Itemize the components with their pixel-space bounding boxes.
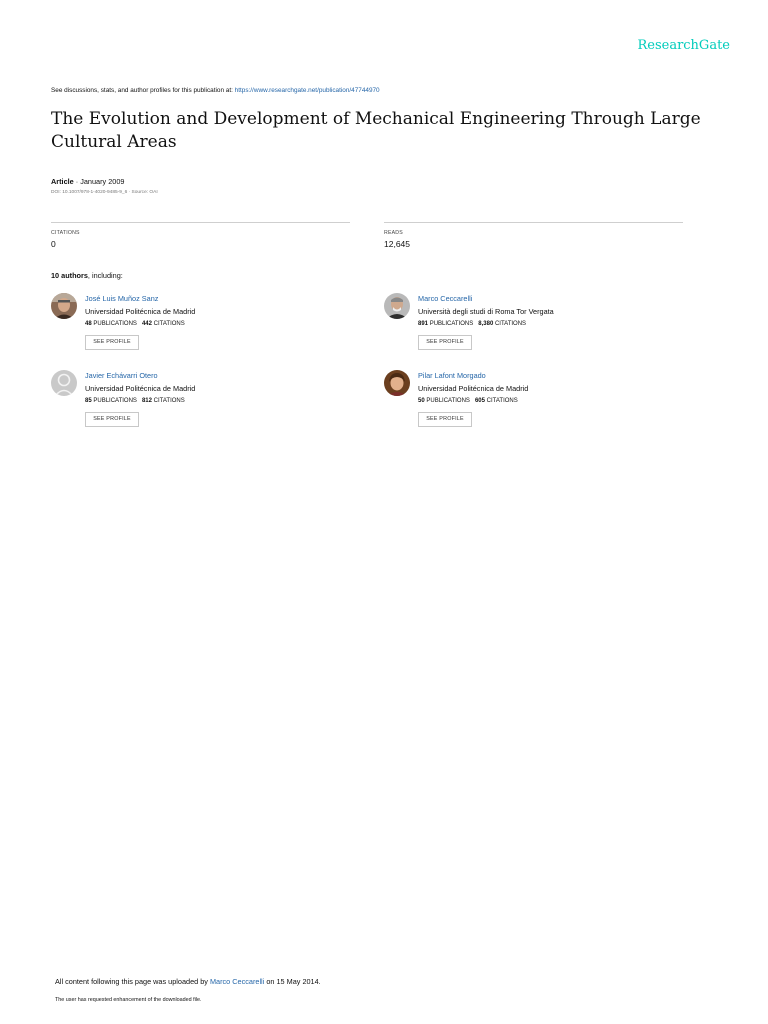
publications-label: PUBLICATIONS — [426, 398, 470, 404]
reads-label: READS — [384, 230, 403, 236]
citations-label: CITATIONS — [486, 398, 518, 404]
authors-suffix: , including: — [87, 271, 123, 280]
upload-prefix: All content following this page was uploaded by — [55, 977, 210, 986]
publications-count: 891 — [418, 321, 429, 327]
publication-meta — [51, 177, 124, 186]
discussion-notice — [51, 87, 380, 94]
doi-line: DOI: 10.1007/978-1-4020-9485-9_6 · Source: OAI — [51, 190, 158, 195]
publications-count: 50 — [418, 398, 425, 404]
see-profile-button[interactable]: SEE PROFILE — [85, 412, 139, 427]
citations-label: CITATIONS — [153, 398, 185, 404]
author-photo-icon — [384, 293, 410, 319]
author-card — [384, 293, 684, 363]
citations-count: 442 — [141, 321, 152, 327]
author-card — [51, 293, 351, 363]
author-card — [384, 370, 684, 440]
meta-separator: · — [73, 177, 81, 186]
author-card — [51, 370, 351, 440]
author-stats — [418, 321, 526, 327]
author-stats — [85, 321, 185, 327]
author-photo-icon — [384, 370, 410, 396]
citations-count: 812 — [141, 398, 152, 404]
author-name[interactable]: Pilar Lafont Morgado — [418, 371, 486, 380]
citations-label: CITATIONS — [51, 230, 80, 236]
author-institution: Universidad Politécnica de Madrid — [85, 307, 196, 316]
citations-count: 605 — [474, 398, 485, 404]
publications-label: PUBLICATIONS — [429, 321, 474, 327]
publications-label: PUBLICATIONS — [93, 321, 137, 327]
publication-title: The Evolution and Development of Mechanical Engineering Through Large Cultural Areas — [51, 109, 701, 152]
publications-label: PUBLICATIONS — [93, 398, 137, 404]
researchgate-logo[interactable]: ResearchGate — [637, 38, 730, 53]
author-name[interactable]: Javier Echávarri Otero — [85, 371, 158, 380]
author-institution: Universidad Politécnica de Madrid — [85, 384, 196, 393]
author-stats — [85, 398, 185, 404]
see-profile-button[interactable]: SEE PROFILE — [418, 335, 472, 350]
author-name[interactable]: Marco Ceccarelli — [418, 294, 473, 303]
author-photo-icon — [51, 293, 77, 319]
upload-notice — [55, 977, 321, 986]
discussion-text: See discussions, stats, and author profiles for this publication at: — [51, 87, 235, 94]
avatar[interactable] — [384, 293, 410, 319]
see-profile-button[interactable]: SEE PROFILE — [418, 412, 472, 427]
author-stats — [418, 398, 518, 404]
avatar[interactable] — [51, 293, 77, 319]
avatar[interactable] — [51, 370, 77, 396]
publication-type: Article — [51, 177, 74, 186]
default-avatar-icon — [51, 370, 77, 396]
citations-value: 0 — [51, 239, 56, 249]
reads-value: 12,645 — [384, 239, 410, 249]
citations-stat — [51, 222, 350, 249]
citations-label: CITATIONS — [153, 321, 185, 327]
author-institution: Università degli studi di Roma Tor Vergata — [418, 307, 554, 316]
reads-stat — [384, 222, 683, 249]
upload-suffix: on 15 May 2014. — [264, 977, 321, 986]
author-institution: Universidad Politécnica de Madrid — [418, 384, 529, 393]
uploader-link[interactable]: Marco Ceccarelli — [209, 977, 265, 986]
authors-heading — [51, 271, 123, 280]
publications-count: 85 — [85, 398, 92, 404]
enhancement-note: The user has requested enhancement of the downloaded file. — [55, 997, 202, 1003]
citations-label: CITATIONS — [494, 321, 527, 327]
publication-date: January 2009 — [80, 177, 125, 186]
avatar[interactable] — [384, 370, 410, 396]
authors-count: 10 authors — [51, 271, 88, 280]
author-name[interactable]: José Luis Muñoz Sanz — [85, 294, 159, 303]
publications-count: 48 — [85, 321, 92, 327]
citations-count: 8,380 — [478, 321, 494, 327]
see-profile-button[interactable]: SEE PROFILE — [85, 335, 139, 350]
publication-link[interactable]: https://www.researchgate.net/publication/47744970 — [234, 87, 380, 94]
